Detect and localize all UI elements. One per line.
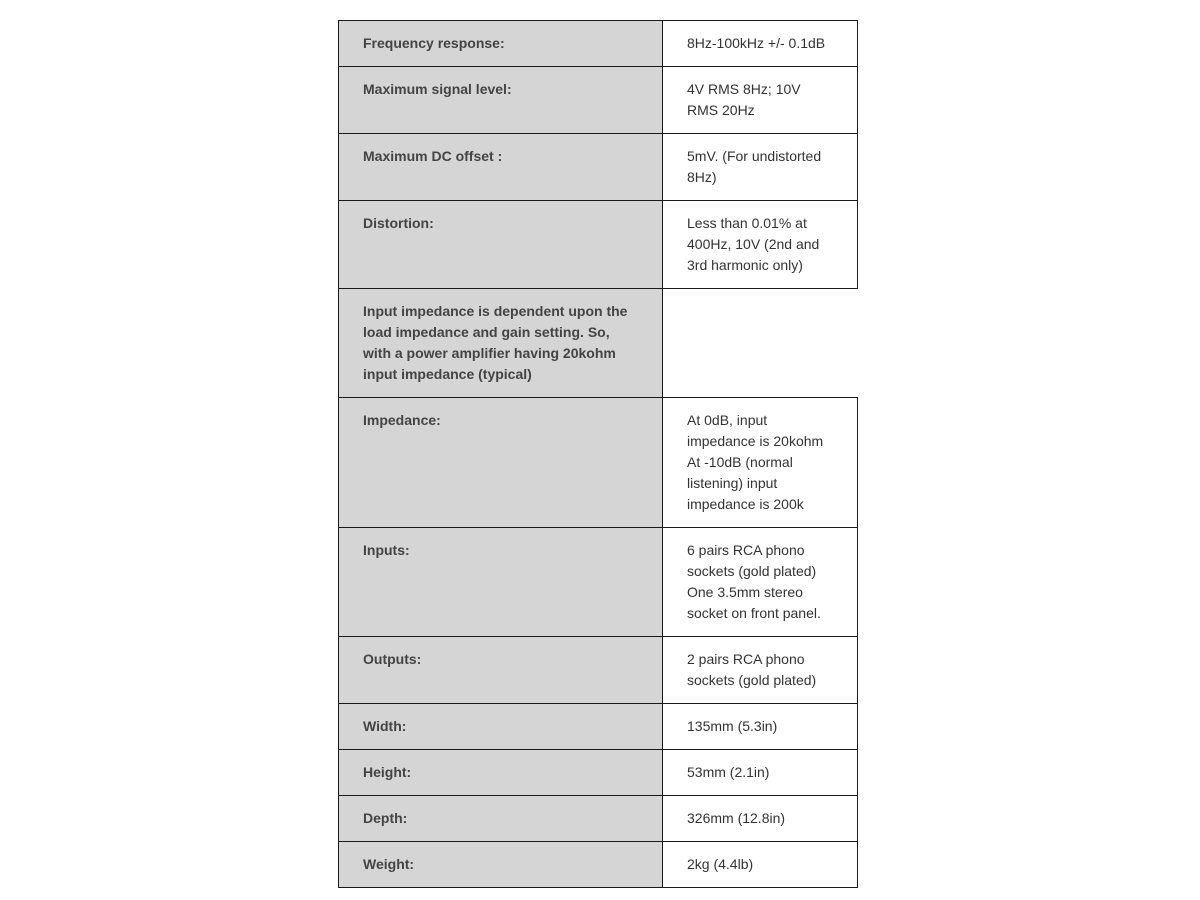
spec-label: Outputs: <box>363 651 422 667</box>
spec-value-cell <box>663 637 858 704</box>
spec-label-cell <box>339 704 663 750</box>
table-row <box>339 201 858 289</box>
spec-value-line: sockets (gold plated) <box>687 672 817 688</box>
spec-value-line: 6 pairs RCA phono <box>687 542 805 558</box>
table-row <box>339 704 858 750</box>
spec-value-line: 400Hz, 10V (2nd and <box>687 236 820 252</box>
spec-value-cell <box>663 796 858 842</box>
spec-value-line: socket on front panel. <box>687 605 821 621</box>
spec-label: Maximum signal level: <box>363 81 512 97</box>
spec-label: Width: <box>363 718 407 734</box>
spec-value-line: 3rd harmonic only) <box>687 257 803 273</box>
spec-value-line: At -10dB (normal <box>687 454 793 470</box>
spec-value-line: listening) input <box>687 475 778 491</box>
spec-value-line: impedance is 200k <box>687 496 804 512</box>
spec-value-line: At 0dB, input <box>687 412 768 428</box>
spec-value-line: impedance is 20kohm <box>687 433 824 449</box>
spec-label-cell <box>339 21 663 67</box>
table-row <box>339 750 858 796</box>
spec-value-line: 53mm (2.1in) <box>687 764 770 780</box>
spec-label-cell <box>339 201 663 289</box>
spec-value-line: RMS 20Hz <box>687 102 755 118</box>
spec-value-line: Less than 0.01% at <box>687 215 807 231</box>
spec-value-line: One 3.5mm stereo <box>687 584 803 600</box>
spec-value-cell <box>663 842 858 888</box>
spec-label-cell <box>339 528 663 637</box>
spec-label: Impedance: <box>363 412 441 428</box>
spec-label: Frequency response: <box>363 35 505 51</box>
spec-label: Depth: <box>363 810 408 826</box>
table-row <box>339 398 858 528</box>
spec-label: Distortion: <box>363 215 434 231</box>
spec-value-line: sockets (gold plated) <box>687 563 817 579</box>
spec-label-cell <box>339 289 663 398</box>
spec-value-line: 8Hz) <box>687 169 717 185</box>
table-row <box>339 67 858 134</box>
table-row <box>339 289 858 398</box>
spec-label: Input impedance is dependent upon the load impedance and gain setting. So, with a power amplifier having 20kohm input impedance (typical) <box>363 303 628 382</box>
table-row <box>339 528 858 637</box>
spec-value-line: 326mm (12.8in) <box>687 810 786 826</box>
spec-label: Height: <box>363 764 412 780</box>
spec-label: Inputs: <box>363 542 410 558</box>
spec-value-line: 2kg (4.4lb) <box>687 856 754 872</box>
spec-value-line: 5mV. (For undistorted <box>687 148 822 164</box>
specifications-table <box>338 20 858 888</box>
spec-value-cell-empty <box>663 289 858 398</box>
spec-value-cell <box>663 528 858 637</box>
spec-value-cell <box>663 21 858 67</box>
table-row <box>339 134 858 201</box>
table-row <box>339 21 858 67</box>
spec-value-line: 8Hz-100kHz +/- 0.1dB <box>687 35 826 51</box>
spec-value-cell <box>663 704 858 750</box>
spec-value-cell <box>663 67 858 134</box>
specifications-table-body <box>339 21 858 888</box>
spec-value-line: 4V RMS 8Hz; 10V <box>687 81 801 97</box>
table-row <box>339 796 858 842</box>
spec-label-cell <box>339 398 663 528</box>
spec-value-line: 2 pairs RCA phono <box>687 651 805 667</box>
spec-value-line: 135mm (5.3in) <box>687 718 778 734</box>
spec-value-cell <box>663 201 858 289</box>
spec-label-cell <box>339 842 663 888</box>
table-row <box>339 842 858 888</box>
spec-label-cell <box>339 796 663 842</box>
spec-label-cell <box>339 67 663 134</box>
spec-value-cell <box>663 134 858 201</box>
table-row <box>339 637 858 704</box>
spec-label-cell <box>339 134 663 201</box>
spec-label: Maximum DC offset : <box>363 148 503 164</box>
spec-label-cell <box>339 637 663 704</box>
spec-value-cell <box>663 398 858 528</box>
spec-label: Weight: <box>363 856 415 872</box>
spec-label-cell <box>339 750 663 796</box>
spec-value-cell <box>663 750 858 796</box>
